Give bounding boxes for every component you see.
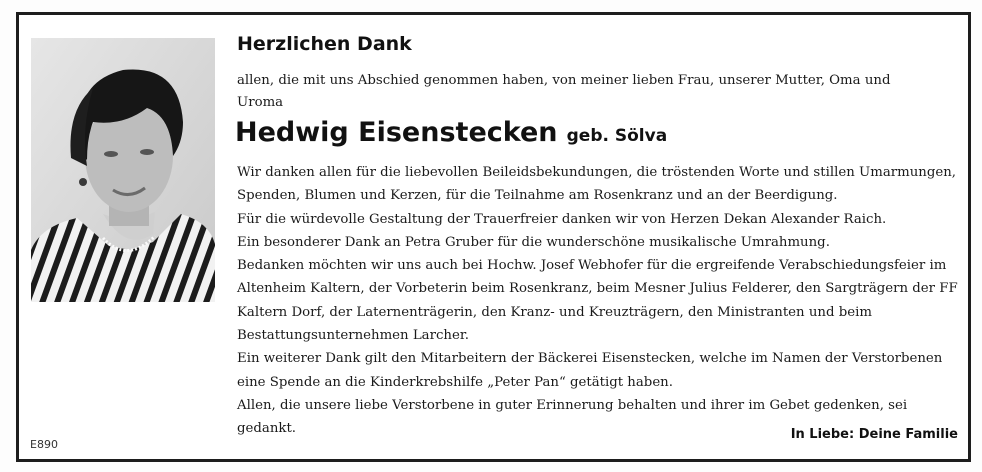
thanks-text xyxy=(237,161,959,441)
signature: In Liebe: Deine Familie xyxy=(790,427,958,442)
paragraph: Wir danken allen für die liebevollen Beileidsbekundungen, die tröstenden Worte und stillen Umarmungen, Spenden, Blumen und Kerzen, für die Teilnahme am Rosenkranz und an der Beerdigung. xyxy=(237,165,957,204)
portrait-photo xyxy=(31,38,215,302)
paragraph: Allen, die unsere liebe Verstorbene in guter Erinnerung behalten und ihrer im Gebet gedenken, sei gedankt. xyxy=(237,397,908,437)
paragraph: Ein weiterer Dank gilt den Mitarbeitern der Bäckerei Eisenstecken, welche im Namen der Verstorbenen eine Spende an die Kinderkrebshilfe „Peter Pan“ getätigt haben. xyxy=(237,351,943,390)
deceased-name: Hedwig Eisenstecken xyxy=(235,117,558,148)
maiden-name: geb. Sölva xyxy=(566,126,668,146)
heading: Herzlichen Dank xyxy=(237,33,412,55)
paragraph: Ein besonderer Dank an Petra Gruber für die wunderschöne musikalische Umrahmung. xyxy=(237,234,830,250)
deceased-name-line xyxy=(235,117,667,148)
notice-code: E890 xyxy=(30,438,58,451)
intro-text: allen, die mit uns Abschied genommen haben, von meiner lieben Frau, unserer Mutter, Oma und Uroma xyxy=(237,73,891,110)
paragraph: Für die würdevolle Gestaltung der Trauerfreier danken wir von Herzen Dekan Alexander Raich. xyxy=(237,211,887,227)
paragraph: Bedanken möchten wir uns auch bei Hochw. Josef Webhofer für die ergreifende Verabschiedungsfeier im Altenheim Kaltern, der Vorbeterin beim Rosenkranz, beim Mesner Julius Felderer, den Sargträgern der FF Kaltern Dorf, der Laternenträgerin, den Kranz- und Kreuzträgern, den Ministranten und beim Bestattungsunternehmen Larcher. xyxy=(237,258,958,344)
